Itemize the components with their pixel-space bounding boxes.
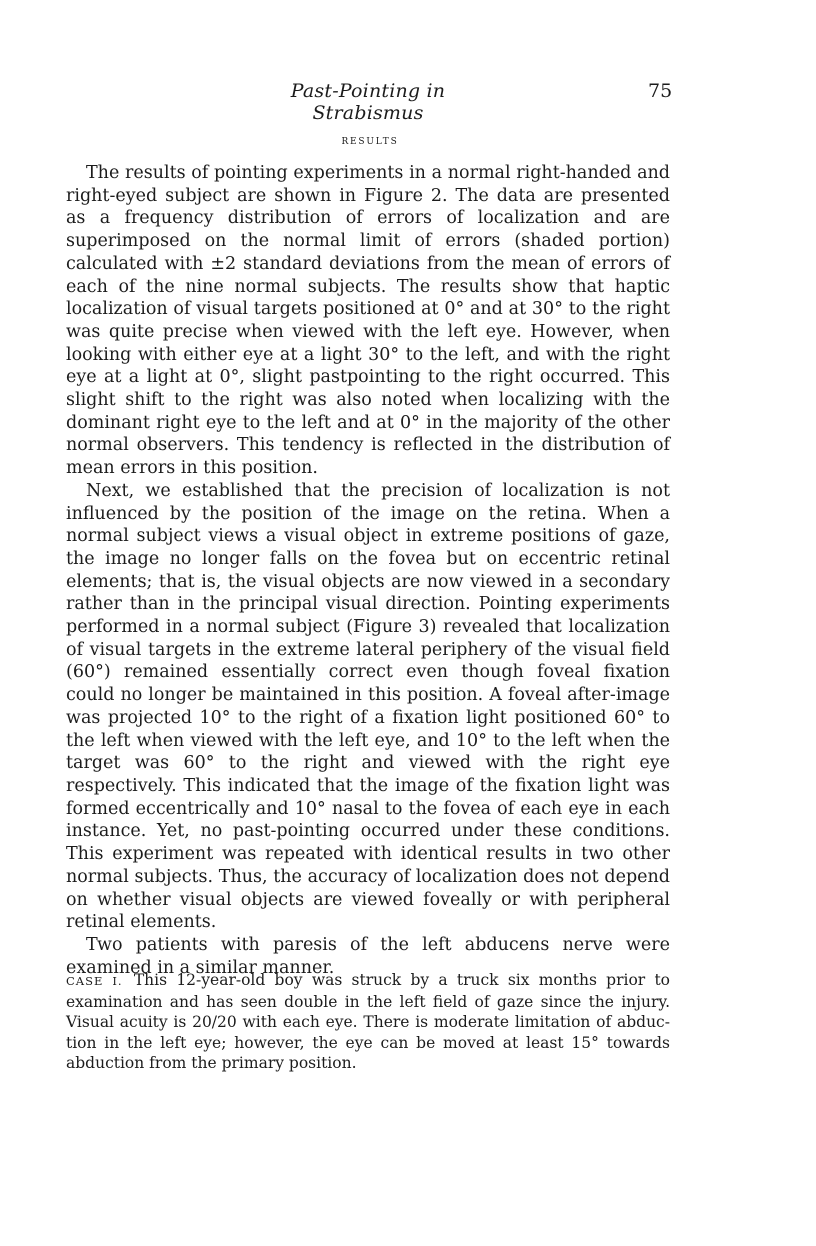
section-title: results bbox=[341, 132, 399, 147]
body-text bbox=[66, 162, 670, 979]
paragraph-3: Two patients with paresis of the left abducens nerve were examined in a similar manner. bbox=[66, 934, 670, 978]
page-number: 75 bbox=[648, 80, 673, 102]
paragraph-1: The results of pointing experiments in a normal right-handed and right-eyed subject are shown in Figure 2. The data are presented as a frequency distribution of errors of localization and are superimposed on the normal limit of errors (shaded portion) calculated with ±2 standard deviations from the mean of errors of each of the nine normal subjects. The results show that haptic localization of visual targets positioned at 0° and at 30° to the right was quite precise when viewed with the left eye. However, when looking with either eye at a light 30° to the left, and with the right eye at a light at 0°, slight pastpointing to the right occurred. This slight shift to the right was also noted when localizing with the dominant right eye to the left and at 0° in the majority of the other normal observers. This tendency is reflected in the distribution of mean errors in this position. bbox=[66, 163, 670, 479]
paragraph-2: Next, we established that the precision of localization is not influenced by the position of the image on the retina. When a normal subject views a visual object in extreme positions of gaze, the image no longer falls on the fovea but on eccentric retinal elements; that is, the visual objects are now viewed in a secondary rather than in the principal visual direction. Pointing experiments performed in a normal subject (Figure 3) revealed that localization of visual targets in the extreme lateral periphery of the visual field (60°) remained essentially correct even though foveal fixation could no longer be maintained in this position. A foveal after-image was projected 10° to the right of a fixation light positioned 60° to the left when viewed with the left eye, and 10° to the left when the target was 60° to the right and viewed with the right eye respectively. This indicated that the image of the fixation light was formed eccentrically and 10° nasal to the fovea of each eye in each instance. Yet, no past-pointing occurred under these conditions. This experiment was repeated with identical results in two other normal subjects. Thus, the accuracy of localization does not depend on whether visual objects are viewed foveally or with peripheral retinal elements. bbox=[66, 480, 670, 933]
case-report bbox=[66, 970, 670, 1074]
case-label: CASE I. bbox=[66, 974, 123, 988]
running-title: Past-Pointing in Strabismus bbox=[290, 80, 446, 124]
case-text: This 12-year-old boy was struck by a truck six months prior to examination and has seen double in the left field of gaze since the injury. Visual acuity is 20/20 with each eye. There is moderate limitation of abduction in the left eye; however, the eye can be moved at least 15° towards abduction from the primary position. bbox=[66, 971, 670, 1072]
